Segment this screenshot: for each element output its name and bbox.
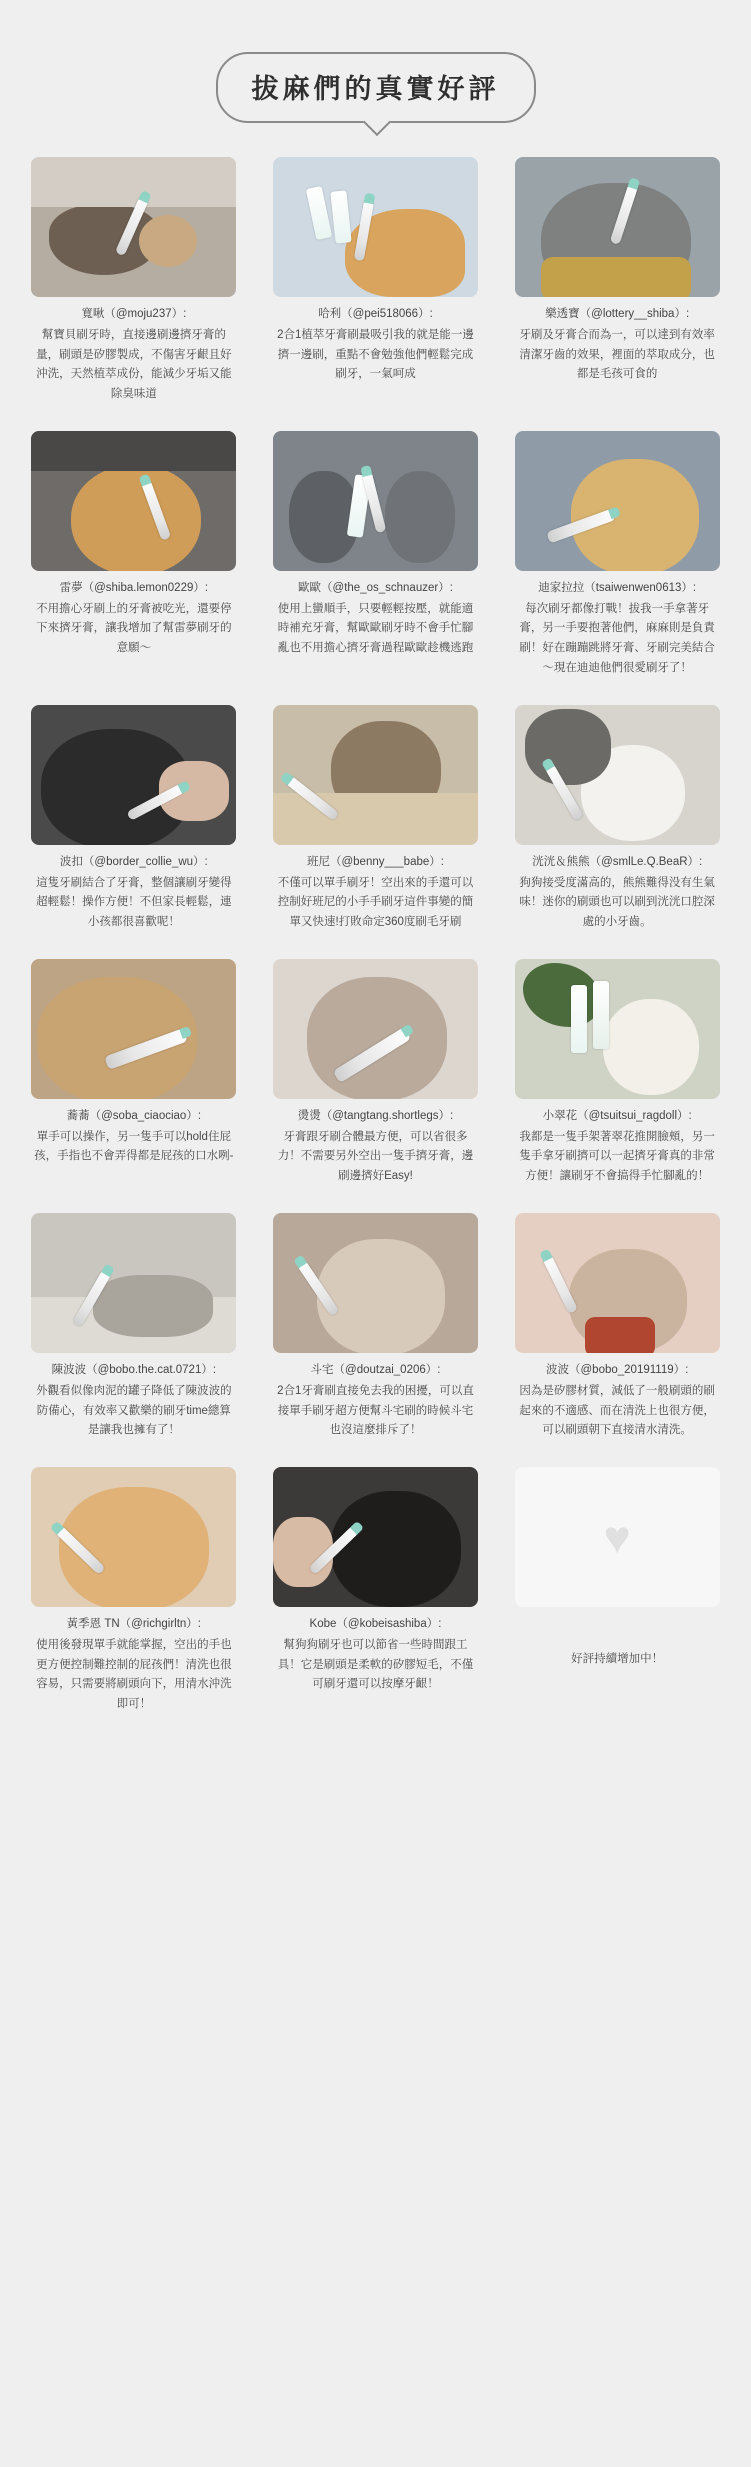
review-caption [273, 1616, 478, 1695]
review-photo [273, 1467, 478, 1607]
review-card [505, 959, 729, 1187]
review-card [22, 157, 246, 405]
review-text: 幫寶貝刷牙時，直接邊刷邊擠牙膏的量，刷頭是矽膠製成，不傷害牙齦且好沖洗，天然植萃成份，能減少牙垢又能除臭味道 [36, 328, 232, 401]
review-card [22, 431, 246, 679]
review-handle: 波波（@bobo_20191119）: [546, 1363, 689, 1376]
review-text: 牙膏跟牙刷合體最方便，可以省很多力！不需要另外空出一隻手擠牙膏，邊刷邊擠好Easy! [277, 1130, 474, 1183]
review-handle: 洸洸＆熊熊（@smlLe.Q.BeaR）: [532, 855, 703, 868]
review-card [505, 431, 729, 679]
page-header [0, 0, 751, 157]
review-text: 我都是一隻手架著翠花推開臉頰，另一隻手拿牙刷擠可以一起擠牙膏真的非常方便！讓刷牙不會搞得手忙腳亂的！ [519, 1130, 715, 1183]
review-photo [273, 705, 478, 845]
review-text: 2合1牙膏刷直接免去我的困擾，可以直接單手刷牙超方便幫斗宅刷的時候斗宅也沒這麼排斥了！ [277, 1384, 474, 1437]
review-text: 2合1植萃牙膏刷最吸引我的就是能一邊擠一邊刷，重點不會勉強他們輕鬆完成刷牙，一氣呵成 [277, 328, 474, 381]
more-reviews-card [505, 1467, 729, 1715]
review-caption [31, 1108, 236, 1167]
review-text: 使用上蠻順手，只要輕輕按壓，就能適時補充牙膏，幫歐歐刷牙時不會手忙腳亂也不用擔心擠牙膏過程歐歐趁機逃跑 [277, 602, 474, 655]
heart-placeholder [515, 1467, 720, 1607]
review-handle: 雷夢（@shiba.lemon0229）: [59, 581, 209, 594]
review-handle: 黃季恩 TN（@richgirltn）: [66, 1618, 201, 1631]
review-caption [515, 1108, 720, 1187]
review-handle: 陳波波（@bobo.the.cat.0721）: [51, 1363, 217, 1376]
review-handle: 班尼（@benny___babe）: [306, 855, 444, 868]
page-title: 拔麻們的真實好評 [251, 74, 500, 104]
review-handle: 歐歐（@the_os_schnauzer）: [298, 581, 453, 594]
review-photo [515, 157, 720, 297]
review-card [505, 1213, 729, 1441]
review-grid [0, 157, 751, 1715]
review-photo [31, 157, 236, 297]
review-card [22, 1213, 246, 1441]
review-photo [273, 959, 478, 1099]
review-caption [31, 1616, 236, 1715]
review-text: 外觀看似像肉泥的罐子降低了陳波波的防備心，有效率又歡樂的刷牙time總算是讓我也擁有了！ [36, 1384, 232, 1437]
review-text: 因為是矽膠材質，減低了一般刷頭的刷起來的不適感、而在清洗上也很方便，可以刷頭朝下直接清水清洗。 [519, 1384, 715, 1437]
review-handle: 小翠花（@tsuitsui_ragdoll）: [542, 1109, 692, 1122]
review-handle: Kobe（@kobeisashiba）: [309, 1618, 442, 1631]
review-caption [515, 580, 720, 679]
review-photo [31, 959, 236, 1099]
review-card [505, 157, 729, 405]
review-photo [273, 1213, 478, 1353]
review-caption [515, 306, 720, 385]
review-photo [515, 705, 720, 845]
review-text: 單手可以操作，另一隻手可以hold住屁孩，手指也不會弄得都是屁孩的口水咧- [34, 1130, 234, 1163]
review-photo [31, 1467, 236, 1607]
review-handle: 迪家拉拉（tsaiwenwen0613）: [538, 581, 697, 594]
review-card [264, 959, 488, 1187]
review-card [505, 705, 729, 933]
review-caption [31, 854, 236, 933]
review-card [264, 705, 488, 933]
review-text: 不用擔心牙刷上的牙膏被吃光，還要停下來擠牙膏，讓我增加了幫雷夢刷牙的意願～ [36, 602, 232, 655]
heart-icon: ♥ [603, 1511, 631, 1564]
review-handle: 寬啾（@moju237）: [81, 308, 187, 320]
review-caption [31, 580, 236, 659]
review-text: 幫狗狗刷牙也可以節省一些時間跟工具！它是刷頭是柔軟的矽膠短毛，不僅可刷牙還可以按摩牙齦！ [277, 1638, 474, 1691]
review-caption [273, 1108, 478, 1187]
review-handle: 哈利（@pei518066）: [318, 308, 433, 320]
review-text: 這隻牙刷結合了牙膏，整個讓刷牙變得超輕鬆！操作方便！不但家長輕鬆，連小孩都很喜歡呢！ [36, 876, 232, 929]
review-card [22, 1467, 246, 1715]
review-card [264, 1213, 488, 1441]
review-text: 使用後發現單手就能掌握，空出的手也更方便控制難控制的屁孩們！清洗也很容易，只需要將刷頭向下，用清水沖洗即可！ [36, 1638, 232, 1711]
review-photo [515, 1213, 720, 1353]
review-photo [515, 431, 720, 571]
review-caption [31, 306, 236, 405]
review-photo [515, 959, 720, 1099]
review-photo [31, 1213, 236, 1353]
review-text: 狗狗接受度滿高的，熊熊難得没有生氣味！迷你的刷頭也可以刷到洸洸口腔深處的小牙齒。 [519, 876, 715, 929]
more-caption [515, 1616, 720, 1666]
review-text: 不僅可以單手刷牙！空出來的手還可以控制好班尼的小手手刷牙這件事變的簡單又快速!打敗命定360度刷毛牙刷 [277, 876, 474, 929]
review-caption [273, 580, 478, 659]
review-handle: 斗宅（@doutzai_0206）: [310, 1363, 441, 1376]
review-photo [273, 431, 478, 571]
review-caption [273, 854, 478, 933]
review-photo [31, 431, 236, 571]
more-reviews-label: 好評持續增加中！ [571, 1653, 664, 1666]
review-handle: 燙燙（@tangtang.shortlegs）: [297, 1109, 454, 1122]
review-card [264, 157, 488, 405]
review-photo [273, 157, 478, 297]
review-card [264, 431, 488, 679]
review-card [264, 1467, 488, 1715]
review-text: 牙刷及牙膏合而為一，可以達到有效率清潔牙齒的效果，裡面的萃取成分，也都是毛孩可食的 [519, 328, 715, 381]
review-caption [31, 1362, 236, 1441]
review-handle: 樂透寶（@lottery__shiba）: [545, 308, 690, 320]
review-handle: 蕎蕎（@soba_ciaociao）: [66, 1109, 202, 1122]
review-handle: 波扣（@border_collie_wu）: [59, 855, 208, 868]
review-photo [31, 705, 236, 845]
review-card [22, 959, 246, 1187]
review-caption [515, 854, 720, 933]
review-card [22, 705, 246, 933]
page-title-badge [216, 52, 536, 123]
review-caption [273, 306, 478, 385]
review-text: 每次刷牙都像打戰！拔我一手拿著牙膏，另一手要抱著他們，麻麻則是負責刷！好在蹦蹦跳將牙膏、牙刷完美結合～現在迪迪他們很愛刷牙了！ [519, 602, 715, 674]
review-caption [515, 1362, 720, 1441]
review-caption [273, 1362, 478, 1441]
